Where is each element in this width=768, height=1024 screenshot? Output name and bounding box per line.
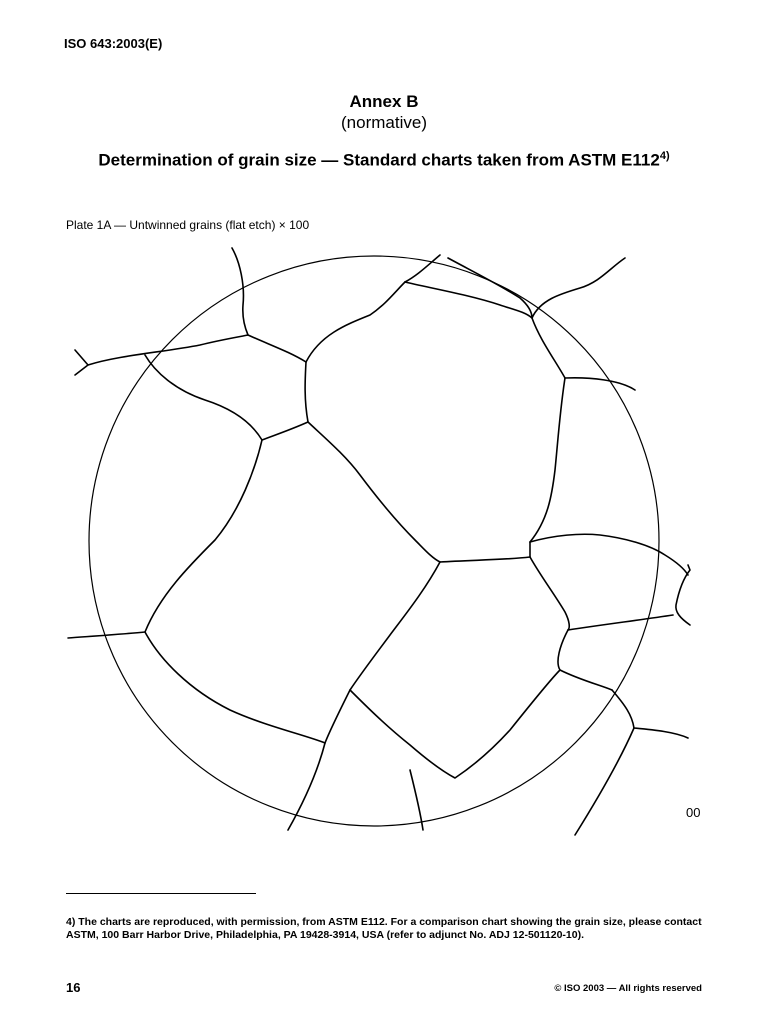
footnote-divider: [66, 893, 256, 894]
page-number: 16: [66, 980, 81, 995]
field-circle: [89, 256, 659, 826]
annex-heading: Annex B: [349, 92, 419, 111]
grain-size-chart: [0, 240, 768, 840]
annex-status: (normative): [341, 113, 427, 132]
footnote-text: 4) The charts are reproduced, with permission, from ASTM E112. For a comparison chart showing the grain size, please contact ASTM, 100 Barr Harbor Drive, Philadelphia, PA 19428-3914, USA (refer to adjunct No. ADJ 12-501120-10).: [66, 916, 702, 941]
annex-title: [0, 150, 768, 171]
grain-boundaries: [68, 248, 690, 835]
document-id: ISO 643:2003(E): [64, 36, 163, 51]
footnote-reference: 4): [659, 150, 670, 162]
magnification-label: 00: [686, 805, 701, 820]
annex-title-text: Determination of grain size — Standard charts taken from ASTM E112: [98, 150, 660, 170]
copyright-notice: © ISO 2003 — All rights reserved: [554, 983, 702, 994]
plate-caption: Plate 1A — Untwinned grains (flat etch) × 100: [66, 218, 310, 232]
